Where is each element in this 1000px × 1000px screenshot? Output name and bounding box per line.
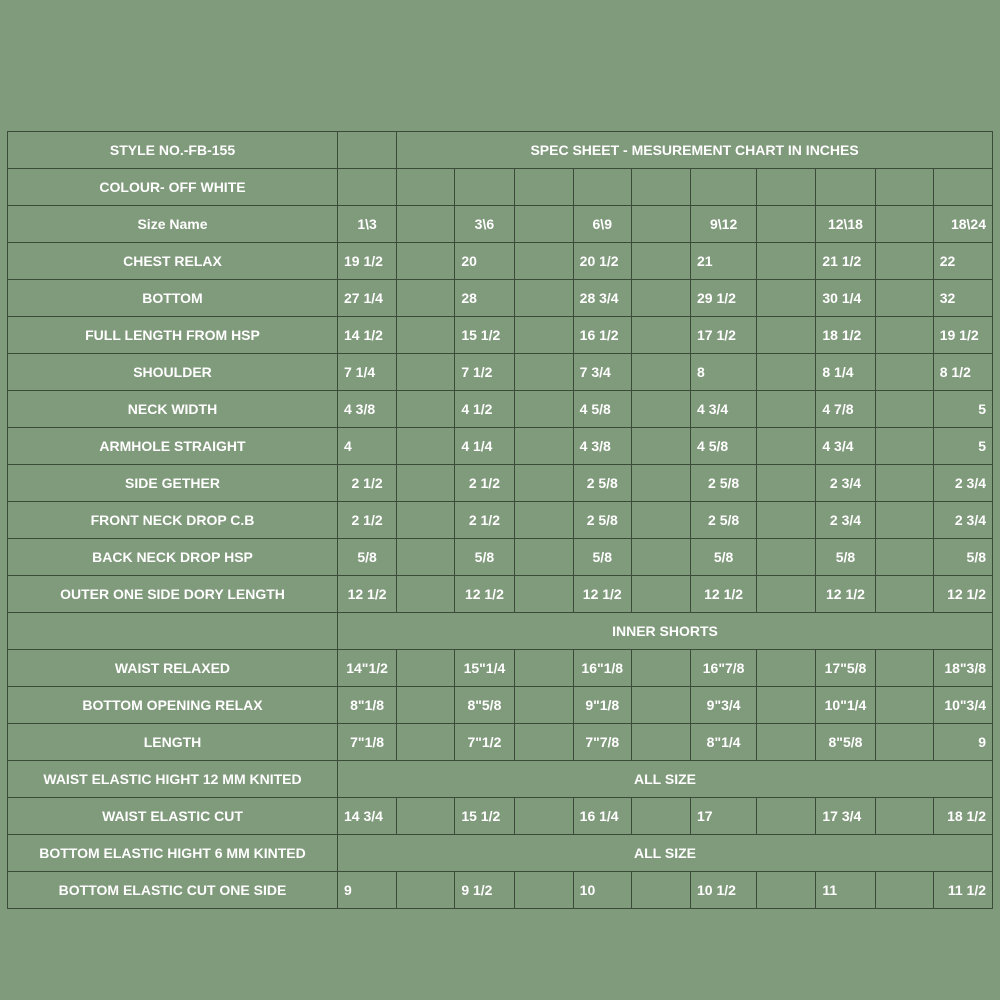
value-cell: 5/8 [455, 539, 514, 576]
measurement-row [8, 502, 993, 539]
value-cell: 10 1/2 [691, 872, 757, 909]
colour-label: COLOUR- OFF WHITE [8, 169, 338, 206]
value-cell: 4 [337, 428, 396, 465]
value-cell: 15 1/2 [455, 798, 514, 835]
empty-cell [397, 206, 455, 243]
empty-cell [514, 169, 573, 206]
value-cell: 8"5/8 [816, 724, 875, 761]
value-cell: 32 [933, 280, 992, 317]
value-cell: 4 3/8 [337, 391, 396, 428]
value-cell: 7 1/4 [337, 354, 396, 391]
empty-cell [631, 650, 690, 687]
inner-shorts-measure-row [8, 650, 993, 687]
bottom-elastic-cut-row [8, 872, 993, 909]
value-cell: 7 3/4 [573, 354, 631, 391]
empty-cell [397, 650, 455, 687]
measurement-row [8, 280, 993, 317]
value-cell: 4 3/8 [573, 428, 631, 465]
value-cell: 9 [933, 724, 992, 761]
empty-cell [757, 576, 816, 613]
measurement-row [8, 465, 993, 502]
empty-cell [397, 391, 455, 428]
empty-cell [455, 169, 514, 206]
measurement-label: FRONT NECK DROP C.B [8, 502, 338, 539]
value-cell: 14 3/4 [337, 798, 396, 835]
value-cell: 18 1/2 [816, 317, 875, 354]
empty-cell [757, 465, 816, 502]
empty-cell [514, 576, 573, 613]
empty-cell [631, 391, 690, 428]
empty-cell [397, 169, 455, 206]
value-cell: 21 [691, 243, 757, 280]
value-cell: 12 1/2 [455, 576, 514, 613]
value-cell: 4 5/8 [573, 391, 631, 428]
inner-shorts-heading: INNER SHORTS [337, 613, 992, 650]
inner-shorts-row [8, 613, 993, 650]
value-cell: 9 1/2 [455, 872, 514, 909]
empty-cell [875, 576, 933, 613]
empty-cell [757, 798, 816, 835]
value-cell: 10"1/4 [816, 687, 875, 724]
empty-cell [875, 354, 933, 391]
value-cell: 17"5/8 [816, 650, 875, 687]
value-cell: 12 1/2 [691, 576, 757, 613]
measurement-label: BACK NECK DROP HSP [8, 539, 338, 576]
empty-cell [514, 724, 573, 761]
measurement-label: SIDE GETHER [8, 465, 338, 502]
value-cell: 8"5/8 [455, 687, 514, 724]
empty-cell [875, 206, 933, 243]
value-cell: 12 1/2 [573, 576, 631, 613]
measurement-label: SHOULDER [8, 354, 338, 391]
value-cell: 8 1/2 [933, 354, 992, 391]
value-cell: 11 1/2 [933, 872, 992, 909]
measurement-label: BOTTOM [8, 280, 338, 317]
empty-cell [514, 428, 573, 465]
value-cell: 8 1/4 [816, 354, 875, 391]
empty-cell [875, 280, 933, 317]
value-cell: 20 [455, 243, 514, 280]
spec-sheet-table [7, 131, 993, 909]
value-cell: 28 3/4 [573, 280, 631, 317]
value-cell: 2 1/2 [337, 502, 396, 539]
measurement-row [8, 391, 993, 428]
all-size-text: ALL SIZE [337, 835, 992, 872]
waist-elastic-label: WAIST ELASTIC HIGHT 12 MM KNITED [8, 761, 338, 798]
empty-cell [631, 354, 690, 391]
value-cell: 2 3/4 [816, 465, 875, 502]
size-name-label: Size Name [8, 206, 338, 243]
value-cell: 20 1/2 [573, 243, 631, 280]
value-cell: 12\18 [816, 206, 875, 243]
measurement-label: BOTTOM OPENING RELAX [8, 687, 338, 724]
empty-cell [514, 243, 573, 280]
value-cell: 2 5/8 [691, 502, 757, 539]
empty-cell [397, 687, 455, 724]
empty-cell [875, 465, 933, 502]
value-cell: 19 1/2 [933, 317, 992, 354]
empty-cell [514, 206, 573, 243]
empty-cell [397, 428, 455, 465]
value-cell: 5/8 [816, 539, 875, 576]
empty-cell [397, 280, 455, 317]
value-cell: 9\12 [691, 206, 757, 243]
value-cell: 9"3/4 [691, 687, 757, 724]
value-cell: 8 [691, 354, 757, 391]
empty-cell [631, 317, 690, 354]
value-cell: 3\6 [455, 206, 514, 243]
empty-cell [631, 206, 690, 243]
empty-cell [631, 428, 690, 465]
empty-cell [397, 243, 455, 280]
empty-cell [397, 502, 455, 539]
empty-cell [757, 539, 816, 576]
value-cell: 4 1/2 [455, 391, 514, 428]
empty-cell [875, 872, 933, 909]
empty-cell [397, 872, 455, 909]
value-cell: 8"1/8 [337, 687, 396, 724]
bottom-elastic-label: BOTTOM ELASTIC HIGHT 6 MM KINTED [8, 835, 338, 872]
empty-cell [397, 354, 455, 391]
value-cell: 5/8 [933, 539, 992, 576]
empty-cell [875, 539, 933, 576]
empty-cell [757, 317, 816, 354]
empty-cell [631, 465, 690, 502]
empty-cell [397, 317, 455, 354]
measurement-row [8, 539, 993, 576]
value-cell: 2 5/8 [691, 465, 757, 502]
value-cell: 7"7/8 [573, 724, 631, 761]
empty-cell [514, 354, 573, 391]
empty-cell [514, 391, 573, 428]
waist-elastic-row [8, 761, 993, 798]
empty-cell [397, 539, 455, 576]
value-cell: 5 [933, 428, 992, 465]
empty-cell [397, 798, 455, 835]
value-cell: 16 1/2 [573, 317, 631, 354]
all-size-text: ALL SIZE [337, 761, 992, 798]
empty-cell [631, 576, 690, 613]
value-cell: 14"1/2 [337, 650, 396, 687]
measurement-label: WAIST ELASTIC CUT [8, 798, 338, 835]
measurement-row [8, 428, 993, 465]
value-cell: 21 1/2 [816, 243, 875, 280]
empty-cell [757, 206, 816, 243]
measurement-label: CHEST RELAX [8, 243, 338, 280]
spec-sheet-heading: SPEC SHEET - MESUREMENT CHART IN INCHES [397, 132, 993, 169]
value-cell: 11 [816, 872, 875, 909]
value-cell: 2 1/2 [455, 465, 514, 502]
value-cell: 4 7/8 [816, 391, 875, 428]
value-cell: 2 1/2 [337, 465, 396, 502]
value-cell: 4 1/4 [455, 428, 514, 465]
measurement-row [8, 317, 993, 354]
empty-cell [514, 798, 573, 835]
value-cell: 7 1/2 [455, 354, 514, 391]
value-cell: 15 1/2 [455, 317, 514, 354]
empty-cell [875, 650, 933, 687]
value-cell: 6\9 [573, 206, 631, 243]
empty-cell [875, 502, 933, 539]
empty-cell [875, 243, 933, 280]
empty-cell [397, 465, 455, 502]
value-cell: 5/8 [691, 539, 757, 576]
empty-cell [514, 872, 573, 909]
value-cell: 10 [573, 872, 631, 909]
empty-cell [757, 428, 816, 465]
value-cell: 18\24 [933, 206, 992, 243]
empty-cell [757, 391, 816, 428]
empty-cell [631, 169, 690, 206]
value-cell: 5/8 [573, 539, 631, 576]
value-cell: 5 [933, 391, 992, 428]
style-number: STYLE NO.-FB-155 [8, 132, 338, 169]
value-cell: 17 1/2 [691, 317, 757, 354]
value-cell: 16"7/8 [691, 650, 757, 687]
empty-cell [514, 317, 573, 354]
value-cell: 2 5/8 [573, 465, 631, 502]
value-cell: 12 1/2 [816, 576, 875, 613]
value-cell: 16"1/8 [573, 650, 631, 687]
empty-cell [397, 576, 455, 613]
empty-cell [757, 724, 816, 761]
empty-cell [397, 724, 455, 761]
empty-cell [514, 650, 573, 687]
empty-cell [631, 687, 690, 724]
measurement-row [8, 243, 993, 280]
value-cell: 2 3/4 [933, 465, 992, 502]
value-cell: 2 3/4 [933, 502, 992, 539]
empty-cell [514, 539, 573, 576]
empty-cell [514, 502, 573, 539]
empty-cell [631, 798, 690, 835]
empty-cell [757, 650, 816, 687]
empty-cell [337, 132, 396, 169]
empty-cell [573, 169, 631, 206]
empty-cell [631, 502, 690, 539]
measurement-label: ARMHOLE STRAIGHT [8, 428, 338, 465]
measurement-label: OUTER ONE SIDE DORY LENGTH [8, 576, 338, 613]
inner-shorts-measure-row [8, 687, 993, 724]
value-cell: 9"1/8 [573, 687, 631, 724]
measurement-label: FULL LENGTH FROM HSP [8, 317, 338, 354]
empty-cell [337, 169, 396, 206]
empty-cell [631, 243, 690, 280]
value-cell: 8"1/4 [691, 724, 757, 761]
value-cell: 4 3/4 [816, 428, 875, 465]
inner-shorts-measure-row [8, 724, 993, 761]
value-cell: 15"1/4 [455, 650, 514, 687]
value-cell: 4 5/8 [691, 428, 757, 465]
empty-cell [875, 169, 933, 206]
empty-cell [631, 872, 690, 909]
waist-elastic-cut-row [8, 798, 993, 835]
value-cell: 17 3/4 [816, 798, 875, 835]
measurement-label: LENGTH [8, 724, 338, 761]
empty-cell [757, 169, 816, 206]
empty-cell [514, 280, 573, 317]
colour-row [8, 169, 993, 206]
value-cell: 19 1/2 [337, 243, 396, 280]
value-cell: 27 1/4 [337, 280, 396, 317]
empty-cell [875, 798, 933, 835]
value-cell: 17 [691, 798, 757, 835]
value-cell: 5/8 [337, 539, 396, 576]
value-cell: 1\3 [337, 206, 396, 243]
empty-cell [875, 687, 933, 724]
empty-cell [875, 724, 933, 761]
value-cell: 18 1/2 [933, 798, 992, 835]
value-cell: 7"1/8 [337, 724, 396, 761]
empty-cell [631, 539, 690, 576]
empty-cell [691, 169, 757, 206]
empty-cell [875, 391, 933, 428]
empty-cell [757, 687, 816, 724]
empty-cell [8, 613, 338, 650]
measurement-label: NECK WIDTH [8, 391, 338, 428]
value-cell: 7"1/2 [455, 724, 514, 761]
title-row [8, 132, 993, 169]
value-cell: 4 3/4 [691, 391, 757, 428]
empty-cell [875, 428, 933, 465]
value-cell: 22 [933, 243, 992, 280]
measurement-label: BOTTOM ELASTIC CUT ONE SIDE [8, 872, 338, 909]
empty-cell [875, 317, 933, 354]
empty-cell [933, 169, 992, 206]
measurement-row [8, 576, 993, 613]
empty-cell [631, 724, 690, 761]
empty-cell [757, 243, 816, 280]
value-cell: 30 1/4 [816, 280, 875, 317]
bottom-elastic-row [8, 835, 993, 872]
empty-cell [757, 354, 816, 391]
measurement-row [8, 354, 993, 391]
value-cell: 2 1/2 [455, 502, 514, 539]
value-cell: 12 1/2 [337, 576, 396, 613]
value-cell: 2 3/4 [816, 502, 875, 539]
value-cell: 9 [337, 872, 396, 909]
empty-cell [514, 687, 573, 724]
empty-cell [757, 280, 816, 317]
value-cell: 28 [455, 280, 514, 317]
value-cell: 12 1/2 [933, 576, 992, 613]
empty-cell [514, 465, 573, 502]
value-cell: 10"3/4 [933, 687, 992, 724]
value-cell: 18"3/8 [933, 650, 992, 687]
size-row [8, 206, 993, 243]
value-cell: 14 1/2 [337, 317, 396, 354]
value-cell: 2 5/8 [573, 502, 631, 539]
value-cell: 16 1/4 [573, 798, 631, 835]
value-cell: 29 1/2 [691, 280, 757, 317]
measurement-label: WAIST RELAXED [8, 650, 338, 687]
empty-cell [757, 872, 816, 909]
empty-cell [816, 169, 875, 206]
empty-cell [631, 280, 690, 317]
empty-cell [757, 502, 816, 539]
